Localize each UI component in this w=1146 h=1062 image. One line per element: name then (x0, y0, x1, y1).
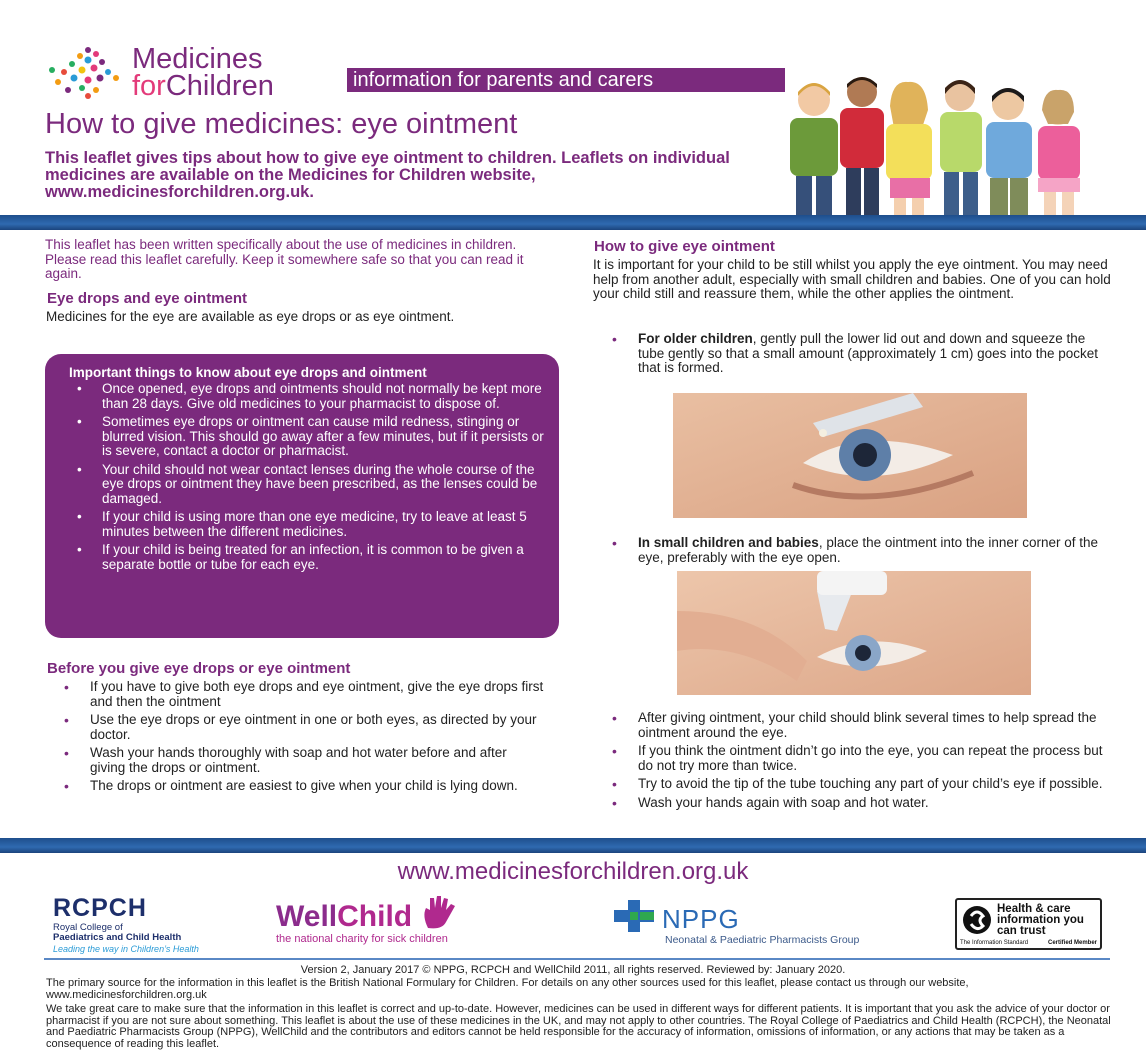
brand-line-1: Medicines (132, 43, 263, 75)
information-standard-icon (961, 904, 993, 936)
list-item: • If your child is being treated for an infection, it is common to be given a separate bottle or tube for each eye. (75, 543, 545, 572)
footer-website-link[interactable]: www.medicinesforchildren.org.uk (397, 858, 749, 885)
list-item: • Once opened, eye drops and ointments should not normally be kept more than 28 days. Give old medicines to your pharmacist to dispose of. (75, 382, 545, 411)
list-item: • If you think the ointment didn’t go into the eye, you can repeat the process but do not try more than twice. (612, 744, 1112, 773)
medicines-for-children-logo (44, 44, 334, 100)
how-to-give-text: It is important for your child to be still whilst you apply the eye ointment. You may need help from another adult, especially with small children and babies. One of you can hold your child still and reassure them, while the other applies the ointment. (593, 257, 1111, 301)
disclaimer-text: We take great care to make sure that the information in this leaflet is correct and up-to-date. However, medicines can be used in different ways for different patients. It is important that you ask the advice of your doctor or pharmacist if you are not sure about something. This leaflet is about the use of these medicines in the UK, and may not apply to other countries. The Royal College of Paediatrics and Child Health (RCPCH), the Neonatal and Paediatric Pharmacists Group (NPPG), WellChild and the contributors and editors cannot be held responsible for the accuracy of information, omissions of information, or any actions that may be taken as a consequence of reading this leaflet. (46, 1003, 1111, 1050)
list-item: • Wash your hands again with soap and hot water. (612, 796, 1112, 811)
brand-children: Children (165, 70, 274, 102)
rcpch-sub1: Royal College of (53, 922, 123, 933)
list-item: • Use the eye drops or eye ointment in one or both eyes, as directed by your doctor. (64, 713, 544, 742)
heading-before: Before you give eye drops or eye ointment (47, 660, 351, 677)
rcpch-logo (53, 894, 213, 954)
child-figure (840, 77, 884, 230)
small-children-label: In small children and babies (638, 535, 819, 550)
child-figure (940, 80, 982, 230)
list-item: • Try to avoid the tip of the tube touching any part of your child’s eye if possible. (612, 777, 1112, 792)
small-children-list (612, 536, 1122, 569)
brand-line-2 (132, 71, 274, 101)
hcit-cert: Certified Member (1047, 940, 1097, 946)
older-children-text: , gently pull the lower lid out and down and squeeze the tube gently so that a small amount (approximately 1 cm) goes into the pocket that is formed. (638, 331, 1098, 375)
information-standard-badge (955, 898, 1102, 950)
dots-logo-icon (44, 44, 128, 100)
footer-divider-bar (0, 838, 1146, 853)
eye-ointment-photo-older (673, 393, 1027, 518)
list-item: • Your child should not wear contact lenses during the whole course of the eye drops or ointment they have been prescribed, as the lenses could be damaged. (75, 463, 545, 507)
list-item: • If your child is using more than one eye medicine, try to leave at least 5 minutes between the different medicines. (75, 510, 545, 539)
list-item: • Wash your hands thoroughly with soap and hot water before and after giving the drops or ointment. (64, 746, 544, 775)
eye-drops-text: Medicines for the eye are available as eye drops or as eye ointment. (46, 309, 455, 324)
nppg-sub: Neonatal & Paediatric Pharmacists Group (665, 934, 860, 946)
important-list (75, 382, 545, 576)
rcpch-sub2: Paediatrics and Child Health (53, 932, 182, 943)
after-list (612, 711, 1112, 814)
tagline-banner: information for parents and carers (347, 68, 785, 92)
hcit-small: The Information Standard (960, 940, 1029, 946)
list-item: • Sometimes eye drops or ointment can cause mild redness, stinging or blurred vision. This should go away after a few minutes, but if it persists or is severe, contact a doctor or pharmacist. (75, 415, 545, 459)
list-item: • After giving ointment, your child should blink several times to help spread the ointment around the eye. (612, 711, 1112, 740)
rcpch-name: RCPCH (53, 894, 147, 922)
wellchild-child: Child (337, 900, 413, 933)
small-children-text: , place the ointment into the inner corner of the eye, preferably with the eye open. (638, 535, 1098, 565)
eye-ointment-photo-small (677, 571, 1031, 695)
rcpch-slogan: Leading the way in Children’s Health (53, 944, 199, 954)
list-item: • The drops or ointment are easiest to give when your child is lying down. (64, 779, 544, 794)
list-item: • If you have to give both eye drops and eye ointment, give the eye drops first and then the ointment (64, 680, 544, 709)
heading-eye-drops: Eye drops and eye ointment (47, 290, 248, 307)
child-figure (1038, 90, 1080, 230)
partner-logos (0, 888, 1146, 958)
intro-text: This leaflet gives tips about how to give eye ointment to children. Leaflets on individual medicines are available on the Medicines for Children website, www.medicinesforchildren.org.uk. (45, 149, 730, 201)
list-item (612, 536, 1122, 565)
important-box-title: Important things to know about eye drops and ointment (69, 365, 427, 380)
version-info: Version 2, January 2017 © NPPG, RCPCH and WellChild 2011, all rights reserved. Reviewed by: January 2020. (300, 964, 846, 976)
wellchild-logo (276, 894, 526, 945)
hand-icon (420, 894, 460, 930)
child-figure (790, 83, 838, 230)
primary-source-text: The primary source for the information in this leaflet is the British National Formulary for Children. For details on any other sources used for this leaflet, please contact us through our website, www.medicinesforchildren.org.uk (46, 977, 969, 1001)
heading-how-to-give: How to give eye ointment (594, 238, 775, 255)
leaflet-intro: This leaflet has been written specifically about the use of medicines in children. Please read this leaflet carefully. Keep it somewhere safe so that you can read it again. (45, 237, 524, 281)
important-box (45, 354, 559, 638)
header-divider-bar (0, 215, 1146, 230)
child-figure (986, 88, 1032, 230)
brand-for: for (132, 70, 166, 102)
list-item (612, 332, 1112, 376)
children-photo (770, 70, 1146, 230)
child-figure (886, 82, 932, 230)
older-children-list (612, 332, 1112, 380)
before-list (64, 680, 544, 798)
wellchild-well: Well (276, 900, 338, 933)
hcit-text: Health & care information you can trust (997, 903, 1084, 937)
cross-icon (610, 898, 660, 934)
wellchild-sub: the national charity for sick children (276, 933, 448, 945)
footer-divider-line (44, 958, 1110, 960)
page-title: How to give medicines: eye ointment (45, 108, 518, 140)
nppg-name: NPPG (662, 904, 740, 934)
older-children-label: For older children (638, 331, 753, 346)
